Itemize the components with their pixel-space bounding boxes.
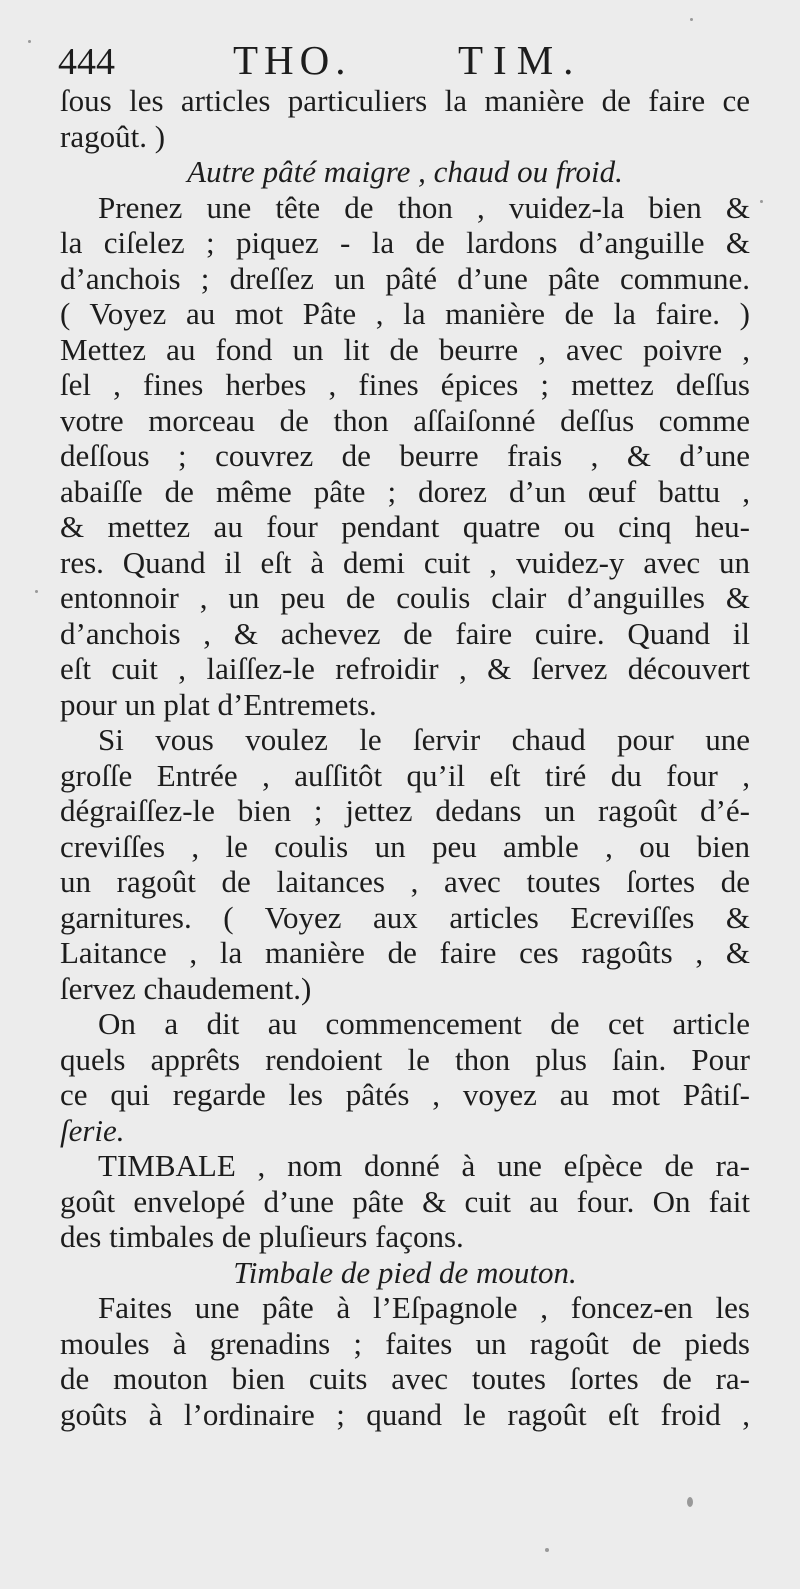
text-line: d’anchois , & achevez de faire cuire. Quand il (60, 615, 750, 651)
running-header (58, 32, 758, 88)
text-line: ſous les articles particuliers la manière de faire ce (60, 83, 750, 118)
running-head-left: THO. (233, 37, 352, 83)
text-line: Laitance , la manière de faire ces ragoûts , & (60, 935, 750, 970)
text-line: moules à grenadins ; faites un ragoût de pieds (60, 1325, 750, 1361)
section-heading: Timbale de pied de mouton. (233, 1254, 577, 1290)
paper-speckle (687, 1497, 693, 1507)
text-line: goûts à l’ordinaire ; quand le ragoût eſt froid , (60, 1396, 750, 1432)
text-line: Si vous voulez le ſervir chaud pour une (98, 722, 750, 757)
text-line: garnitures. ( Voyez aux articles Ecreviſſes & (60, 899, 750, 935)
text-line: ſerie. (60, 1112, 125, 1148)
text-line: pour un plat d’Entremets. (60, 686, 377, 722)
text-line: res. Quand il eſt à demi cuit , vuidez-y avec un (60, 544, 750, 580)
paper-speckle (760, 200, 763, 203)
entry-headword-line: TIMBALE , nom donné à une eſpèce de ra- (98, 1148, 750, 1183)
page-body-text (60, 83, 750, 1432)
text-line: votre morceau de thon aſſaiſonné deſſus comme (60, 402, 750, 438)
text-line: creviſſes , le coulis un peu amble , ou bien (60, 828, 750, 864)
section-heading: Autre pâté maigre , chaud ou froid. (187, 154, 623, 189)
text-line: la ciſelez ; piquez - la de lardons d’anguille & (60, 225, 750, 260)
text-line: ſervez chaudement.) (60, 970, 312, 1006)
text-line: dégraiſſez-le bien ; jettez dedans un ragoût d’é- (60, 793, 750, 828)
text-line: eſt cuit , laiſſez-le refroidir , & ſervez découvert (60, 651, 750, 686)
text-line: des timbales de pluſieurs façons. (60, 1219, 464, 1254)
page-number: 444 (58, 41, 115, 83)
text-line: ( Voyez au mot Pâte , la manière de la faire. ) (60, 296, 750, 331)
text-line: entonnoir , un peu de coulis clair d’anguilles & (60, 580, 750, 615)
text-line: goût envelopé d’une pâte & cuit au four. On fait (60, 1183, 750, 1219)
text-line: un ragoût de laitances , avec toutes ſortes de (60, 864, 750, 899)
text-line: Mettez au fond un lit de beurre , avec poivre , (60, 331, 750, 367)
paper-speckle (545, 1548, 549, 1552)
text-line: ſel , fines herbes , fines épices ; mettez deſſus (60, 367, 750, 402)
running-head-right: TIM. (458, 37, 584, 83)
text-line: On a dit au commencement de cet article (98, 1006, 750, 1041)
text-line: Faites une pâte à l’Eſpagnole , foncez-en les (98, 1290, 750, 1325)
text-line: Prenez une tête de thon , vuidez-la bien & (98, 189, 750, 225)
text-line: d’anchois ; dreſſez un pâté d’une pâte commune. (60, 260, 750, 296)
text-line: de mouton bien cuits avec toutes ſortes de ra- (60, 1361, 750, 1396)
paper-speckle (35, 590, 38, 593)
text-line: abaiſſe de même pâte ; dorez d’un œuf battu , (60, 473, 750, 509)
text-line: ce qui regarde les pâtés , voyez au mot Pâtiſ- (60, 1077, 750, 1112)
text-line: quels apprêts rendoient le thon plus ſain. Pour (60, 1041, 750, 1077)
paper-speckle (690, 18, 693, 21)
text-line: deſſous ; couvrez de beurre frais , & d’une (60, 438, 750, 473)
text-line: groſſe Entrée , auſſitôt qu’il eſt tiré du four , (60, 757, 750, 793)
text-line: & mettez au four pendant quatre ou cinq heu- (60, 509, 750, 544)
text-line: ragoût. ) (60, 118, 166, 154)
paper-speckle (28, 40, 31, 43)
